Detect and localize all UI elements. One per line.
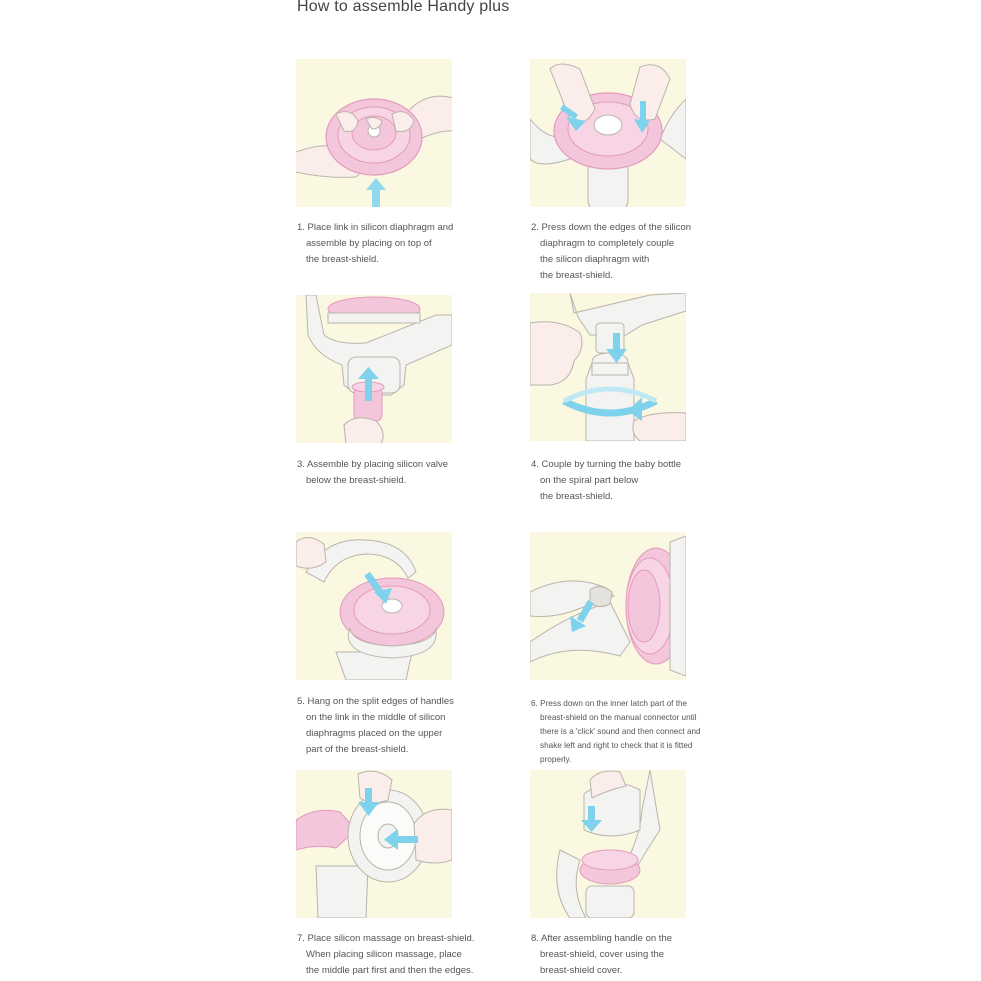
step-7-caption: 7. Place silicon massage on breast-shield. When placing silicon massage, place the middle part first and then the edges. [297,933,475,976]
step-6-caption: 6. Press down on the inner latch part of the breast-shield on the manual connector until there is a 'click' sound and then connect and shake left and right to check that it is fitted properly. [531,699,701,764]
step-3-illustration [296,295,452,443]
step-3-caption: 3. Assemble by placing silicon valve below the breast-shield. [297,459,449,486]
step-8-illustration [530,770,686,918]
step-2-illustration [530,59,686,207]
step-1-caption: 1. Place link in silicon diaphragm and assemble by placing on top of the breast-shield. [297,222,454,265]
step-4-caption: 4. Couple by turning the baby bottle on the spiral part below the breast-shield. [531,459,681,502]
step-8-caption: 8. After assembling handle on the breast-shield, cover using the breast-shield cover. [531,933,673,976]
step-7-illustration [296,770,452,918]
step-4-illustration [530,293,686,441]
step-1-illustration [296,59,452,207]
page-title: How to assemble Handy plus [297,0,510,15]
step-5-illustration [296,532,452,680]
step-2-caption: 2. Press down the edges of the silicon diaphragm to completely couple the silicon diaphragm with the breast-shield. [531,222,692,281]
step-6-illustration [530,532,686,680]
step-5-caption: 5. Hang on the split edges of handles on the link in the middle of silicon diaphragms placed on the upper part of the breast-shield. [297,696,454,755]
